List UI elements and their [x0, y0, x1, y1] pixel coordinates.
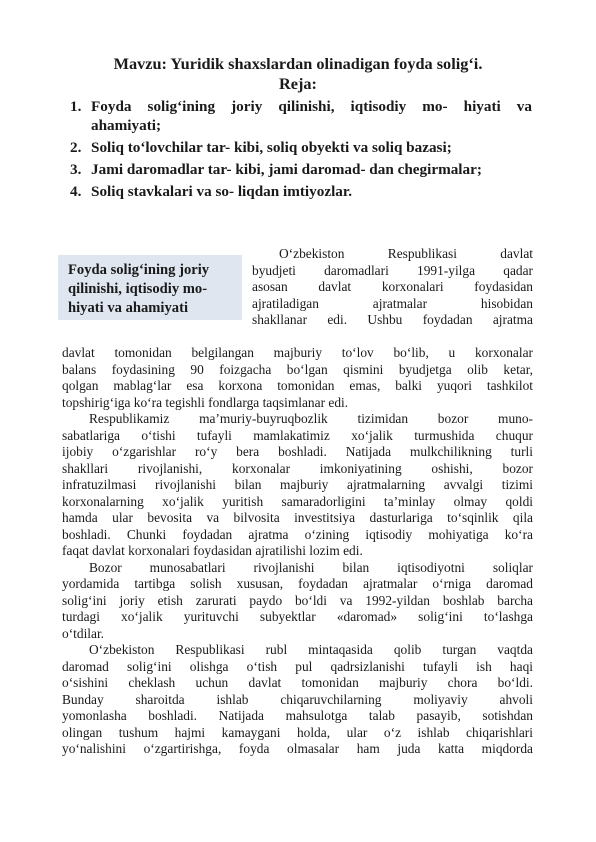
section-heading-box: [58, 255, 242, 320]
plan-item: [70, 97, 532, 135]
text-line: Respublikamiz ma’muriy-buyruqbozlik tizimidan bozor muno-: [89, 411, 533, 426]
section-heading-line: hiyati va ahamiyati: [68, 300, 188, 316]
wrapped-paragraph: [252, 246, 533, 329]
text-line: korxonalarning xo‘jalik yuritish samaradorligini ta’minlay olmay qoldi: [62, 493, 533, 509]
plan-item-number: 1.: [70, 98, 82, 115]
text-line: sabatlariga o‘tishi tufayli mamlakatimiz xo‘jalik turmushida chuqur: [62, 427, 533, 443]
text-line: ajratiladigan ajratmalar hisobidan: [252, 295, 533, 311]
text-line: topshirig‘iga ko‘ra tegishli fondlarga taqsimlanar edi.: [62, 394, 349, 410]
text-line: yordamida tartibga solish xususan, foydadan ajratmalar o‘rniga daromad: [62, 576, 533, 591]
text-line: yo‘nalishini o‘zgartirishga, foyda olmasalar ham juda katta miqdorda: [62, 741, 533, 756]
text-line: qolgan mablag‘lar esa korxona tomonidan emas, balki yuqori tashkilot: [62, 378, 533, 393]
text-line: O‘zbekiston Respublikasi rubl mintaqasida qolib turgan vaqtda: [89, 642, 533, 657]
plan-item-text: Soliq to‘lovchilar tar- kibi, soliq obyekti va soliq bazasi;: [91, 139, 452, 156]
plan-item-text-continued: ahamiyati;: [91, 117, 162, 134]
text-line: boshladi. Chunki foydadan ajratma o‘zining iqtisodiy mohiyatiga ko‘ra: [62, 526, 533, 542]
text-line: turdagi xo‘jalik yurituvchi subyektlar «daromad» solig‘ini to‘lashga: [62, 609, 533, 624]
plan-heading: Reja:: [279, 74, 317, 93]
text-line: Bunday sharoitda ishlab chiqaruvchilarning moliyaviy ahvoli: [62, 691, 533, 707]
text-line: shakllari rivojlanishi, korxonalar imkoniyatining oshishi, bozor: [62, 460, 533, 476]
text-line: ijobiy o‘zgarishlar ro‘y bera boshladi. Natijada mulkchilikning turli: [62, 444, 533, 459]
text-line: o‘tdilar.: [62, 625, 105, 641]
plan-list: [70, 97, 532, 204]
text-line: asosan davlat korxonalari foydasidan: [252, 279, 533, 294]
text-line: faqat davlat korxonalari foydasidan ajratilishi lozim edi.: [62, 543, 363, 558]
plan-item-number: 4.: [70, 183, 82, 200]
section-heading-line: qilinishi, iqtisodiy mo-: [68, 281, 208, 297]
plan-item-number: 2.: [70, 139, 82, 156]
text-line: yomonlasha boshladi. Natijada mahsulotga talab pasayib, sotishdan: [62, 708, 533, 723]
plan-item-text: Soliq stavkalari va so- liqdan imtiyozlar.: [91, 183, 353, 200]
plan-item: [70, 138, 532, 157]
text-line: byudjeti daromadlari 1991-yilga qadar: [252, 262, 533, 278]
text-line: davlat tomonidan belgilangan majburiy to‘lov bo‘lib, u korxonalar: [62, 345, 533, 360]
text-line: olingan tushum hajmi kamaygani holda, ular o‘z ishlab chiqarishlari: [62, 724, 533, 740]
topic-title: Mavzu: Yuridik shaxslardan olinadigan foyda solig‘i.: [113, 54, 483, 73]
text-line: daromad solig‘ini olishga o‘tish pul qadrsizlanishi tufayli ish haqi: [62, 658, 533, 674]
plan-item: [70, 182, 532, 201]
text-line: hamda ular bevosita va bilvosita investitsiya dasturlariga to‘sqinlik qila: [62, 510, 533, 525]
plan-item-text: Jami daromadlar tar- kibi, jami daromad- dan chegirmalar;: [91, 161, 482, 178]
text-line: infratuzilmasi rivojlanishi bilan majburiy ajratmalarning avvalgi tizimi: [62, 477, 533, 492]
text-line: shakllanar edi. Ushbu foydadan ajratma: [252, 312, 533, 327]
text-line: balans foydasining 90 foizgacha bo‘lgan qismini byudjetga olib ketar,: [62, 361, 533, 377]
section-heading-line: Foyda solig‘ining joriy: [68, 262, 210, 278]
text-line: solig‘ini joriy etish zarurati paydo bo‘ldi va 1992-yildan boshlab barcha: [62, 592, 533, 608]
plan-item: [70, 160, 532, 179]
text-line: o‘sishini cheklash uchun davlat tomonidan majburiy chora bo‘ldi.: [62, 675, 533, 690]
plan-item-text: Foyda solig‘ining joriy qilinishi, iqtisodiy mo- hiyati va: [91, 98, 532, 115]
text-line: O‘zbekiston Respublikasi davlat: [279, 246, 533, 261]
text-line: Bozor munosabatlari rivojlanishi bilan iqtisodiyotni soliqlar: [89, 559, 533, 575]
body-text: [62, 345, 533, 758]
plan-item-number: 3.: [70, 161, 82, 178]
